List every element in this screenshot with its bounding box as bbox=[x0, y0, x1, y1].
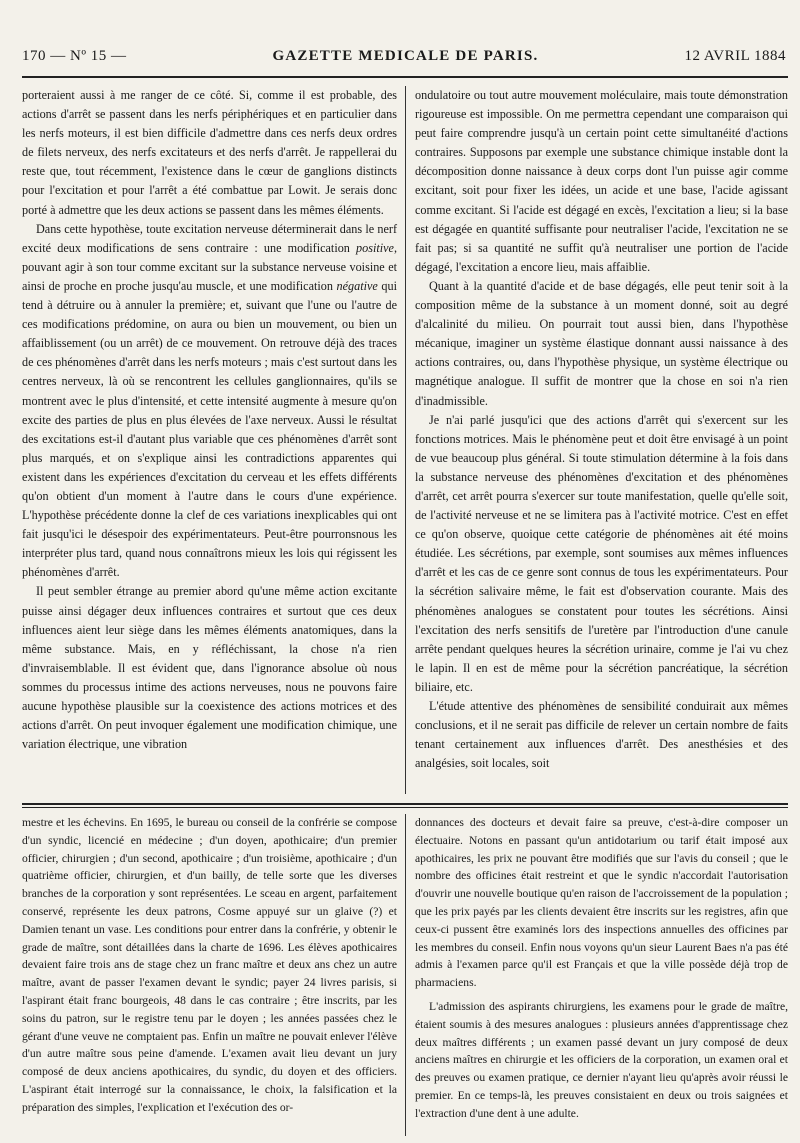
article-paragraph bbox=[22, 220, 397, 583]
feuilleton-column-right bbox=[405, 814, 788, 1136]
feuilleton-column-left bbox=[22, 814, 405, 1136]
journal-title: GAZETTE MEDICALE DE PARIS. bbox=[272, 47, 539, 64]
article-paragraph: L'étude attentive des phénomènes de sensibilité conduirait aux mêmes conclusions, et il ne serait pas difficile de relever un certain nombre de faits tenant certainement aux influences d'arrêt. Des anesthésies et des analgésies, soit locales, soit bbox=[415, 699, 788, 771]
feuilleton-paragraph: mestre et les échevins. En 1695, le bureau ou conseil de la confrérie se compose d'un syndic, licencié en médecine ; d'un doyen, apothicaire; d'un premier officier, chirurgien ; d'un second, apothicaire ; d'un troisième, apothicaire ; d'un quatrième officier, chirurgien, et d'un bailly, de telle sorte que les diverses branches de la corporation y sont représentées. Le sceau en argent, parfaitement conservé, représente les deux patrons, Cosme appuyé sur un glaive (?) et Damien tenant un vase. Les conditions pour entrer dans la confrérie, y obtenir le grade de maître, sont détaillées dans la charte de 1696. Les élèves apothicaires devaient faire trois ans de stage chez un franc maître et deux ans chez un autre maître, avant de passer l'examen devant le syndic; payer 24 livres parisis, si l'aspirant était franc bourgeois, 48 dans le cas contraire ; être inscrits, par les soins du patron, sur le registre tenu par le doyen ; les années passées chez le gérant d'une veuve ne comptaient pas. Enfin un maître ne pouvait enlever l'élève d'un autre maître sous peine d'amende. L'examen avait lieu devant un jury composé de deux anciens apothicaires, du syndic, du doyen et des officiers. L'aspirant était interrogé sur la connaissance, le choix, la falsification et la préparation des simples, l'explication et l'exécution des or- bbox=[22, 816, 397, 1114]
article-column-left bbox=[22, 86, 405, 794]
article-paragraph: Il peut sembler étrange au premier abord qu'une même action excitante puisse ainsi dégager deux influences contraires et surtout que ces deux influences aient leur siège dans les mêmes éléments anatomiques, dans la même substance. Mais, en y réfléchissant, la chose n'a rien d'invraisemblable. Il est évident que, dans l'ignorance absolue où nous sommes du processus intime des actions nerveuses, nous ne pouvons faire aucune hypothèse plausible sur la coexistence des actions motrices et des actions d'arrêt. On peut invoquer également une modification chimique, une variation électrique, une vibration bbox=[22, 584, 397, 752]
emphasis-negative: négative bbox=[336, 278, 378, 293]
article-paragraph: porteraient aussi à me ranger de ce côté. Si, comme il est probable, des actions d'arrêt se passent dans les nerfs périphériques et en particulier dans les nerfs moteurs, il est bien difficile d'admettre dans ces nerfs deux ordres de filets nerveux, des nerfs excitateurs et des nerfs d'arrêt. Je rappellerai du reste que, tout récemment, l'existence dans le cœur de ganglions distincts pour l'excitation et pour l'arrêt a été combattue par Lowit. Je serais donc porté à admettre que les deux actions se passent dans les mêmes éléments. bbox=[22, 88, 397, 217]
text-segment: Dans cette hypothèse, toute excitation nerveuse déterminerait dans le nerf excité deux modifications de sens contraire : une modification bbox=[22, 221, 397, 255]
emphasis-positive: positive bbox=[356, 240, 394, 255]
feuilleton-section bbox=[22, 814, 788, 1136]
text-segment: qui tend à détruire ou à annuler la première; et, suivant que l'une ou l'autre de ces modifications prédomine, on aura ou bien un mouvement, ou bien un affaiblissement (ou un arrêt) de ce mouvement. On retrouve déjà des traces de ces phénomènes d'arrêt dans les nerfs moteurs ; mais c'est surtout dans les centres nerveux, là où se rencontrent les cellules ganglionnaires, qu'ils se montrent avec le plus d'intensité, et cette intensité augmente à mesure qu'on excite des parties de plus en plus élevées de l'axe nerveux. Aussi le résultat des excitations est-il d'autant plus variable que ces phénomènes d'arrêt sont plus marqués, et on s'explique ainsi les contradictions apparentes qui existent dans les expériences d'excitation du cerveau et les effets différents qu'on obtient d'un moment à l'autre dans le cours d'une expérience. L'hypothèse précédente donne la clef de ces variations inexplicables qui ont fait jusqu'ici le désespoir des expérimentateurs. Peut-être pourronsnous les interpréter plus tard, quand nous connaîtrons mieux les lois qui régissent les phénomènes d'arrêt. bbox=[22, 278, 397, 580]
feuilleton-paragraph: L'admission des aspirants chirurgiens, les examens pour le grade de maître, étaient soumis à des mesures analogues : plusieurs années d'apprentissage chez deux maîtres différents ; un examen passé devant un jury composé de deux anciens maîtres en chirurgie et les officiers de la corporation, un examen oral et des preuves ou examen pratique, ce dernier n'ayant lieu qu'après avoir réussi le premier. En ce temps-là, les preuves consistaient en deux ou trois saignées et l'extraction d'une dent à une adulte. bbox=[415, 999, 788, 1120]
page-number-and-issue bbox=[22, 48, 126, 65]
feuilleton-paragraph: donnances des docteurs et devait faire sa preuve, c'est-à-dire composer un électuaire. Notons en passant qu'un antidotarium ou tarif était imposé aux apothicaires, les prix ne pouvant être modifiés que sur l'avis du conseil ; que le nombre des officines était restreint et que le syndic n'accordait l'autorisation d'ouvrir une nouvelle boutique qu'en raison de l'accroissement de la population ; que les prix payés par les clients devaient être inscrits sur les registres, afin que ceux-ci pussent être examinés lors des inspections annuelles des officines par les membres du conseil. Enfin nous voyons qu'un sieur Laurent Baes n'a pas été admis à l'examen parce qu'il est Français et que la ville possède déjà trop de pharmaciens. bbox=[415, 816, 788, 990]
text-segment: , pouvant agir à son tour comme excitant sur la substance nerveuse voisine et ainsi de proche en proche jusqu'au muscle, et une modification bbox=[22, 240, 397, 293]
article-column-right bbox=[405, 86, 788, 794]
article-paragraph: Je n'ai parlé jusqu'ici que des actions d'arrêt qui s'exercent sur les fonctions motrices. Mais le phénomène peut et doit être envisagé à un point de vue beaucoup plus général. Si toute stimulation détermine à la fois dans la substance nerveuse des phénomènes d'excitation et des phénomènes d'arrêt, cet arrêt pourra s'exercer sur toute manifestation, quelle qu'elle soit, de l'activité nerveuse et ne se limitera pas à l'activité motrice. C'est en effet ce qu'on observe, quoique cette catégorie de phénomènes ait été moins étudiée. Les sécrétions, par exemple, sont soumises aux mêmes influences d'arrêt et les cas de ce genre sont connus de tous les expérimentateurs. Pour la sécrétion salivaire même, le fait est d'observation courante. Mais des phénomènes analogues se constatent pour toutes les sécrétions. Ainsi l'excitation des nerfs sensitifs de l'uretère par l'introduction d'une canule arrête pendant quelques heures la sécrétion urinaire, comme je l'ai vu chez le lapin. Il en est de même pour la sécrétion pancréatique, la sécrétion biliaire, etc. bbox=[415, 412, 788, 694]
page-header bbox=[22, 44, 786, 68]
issue-date: 12 AVRIL 1884 bbox=[684, 47, 786, 64]
header-rule bbox=[22, 76, 788, 78]
issue-number: — Nº 15 — bbox=[50, 47, 127, 64]
feuilleton-rule-thin bbox=[22, 807, 788, 808]
article-paragraph: ondulatoire ou tout autre mouvement moléculaire, mais toute démonstration rigoureuse est impossible. On me permettra cependant une comparaison qui peut faire comprendre jusqu'à un certain point cette simultanéité d'actions contraires. Supposons par exemple une substance chimique instable dont la décomposition donne naissance à deux corps dont l'un puisse agir comme excitant, soit pour fixer les idées, un acide et une base, l'acide agissant comme excitant. Si l'acide est dégagé en excès, l'excitation a lieu; si la base est dégagée en quantité suffisante pour neutraliser l'acide, l'excitation ne se fait pas; si sa quantité ne suffit qu'à neutraliser une portion de l'acide dégagé, l'excitation a encore lieu, mais affaiblie. bbox=[415, 88, 788, 274]
article-section bbox=[22, 86, 788, 794]
feuilleton-rule bbox=[22, 803, 788, 805]
article-paragraph: Quant à la quantité d'acide et de base dégagés, elle peut tenir soit à la composition même de la substance à un moment donné, soit au degré d'alcalinité du milieu. On pourrait tout aussi bien, dans l'hypothèse mécanique, imaginer un système élastique donnant aussi naissance à des actions contraires, ou, dans l'hypothèse physique, un système électrique ou magnétique analogue. Il suffit de montrer que la chose en soi n'a rien d'inadmissible. bbox=[415, 278, 788, 408]
page-number: 170 bbox=[22, 47, 46, 64]
